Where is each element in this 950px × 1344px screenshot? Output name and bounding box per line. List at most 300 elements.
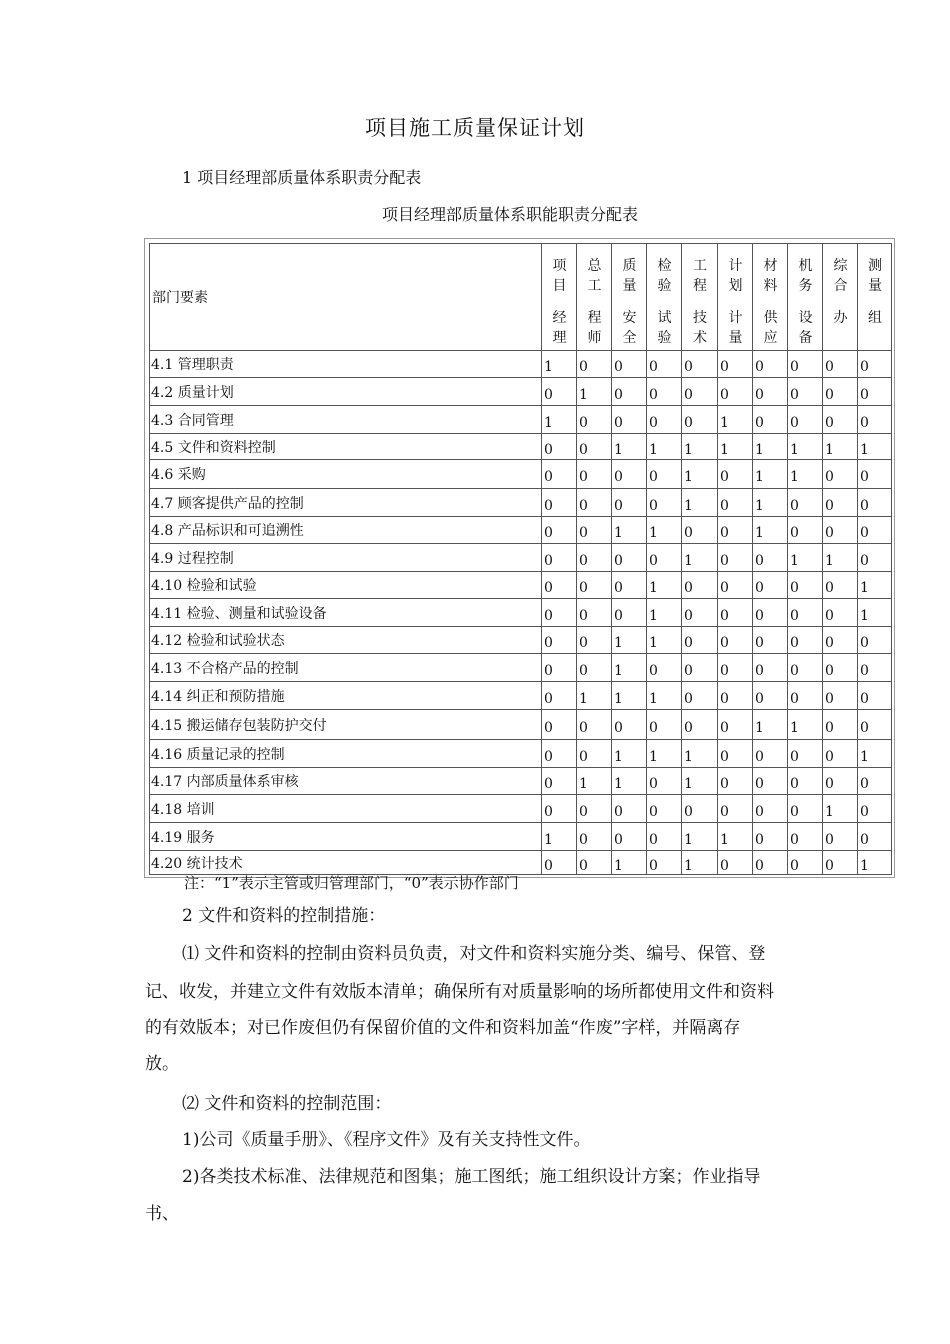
header-spacer bbox=[580, 296, 609, 308]
column-header-char: 备 bbox=[798, 330, 813, 346]
table-cell: 1 bbox=[858, 572, 892, 599]
paragraph-1-line-1: ⑴ 文件和资料的控制由资料员负责，对文件和资料实施分类、编号、保管、登 bbox=[182, 944, 766, 964]
table-cell: 0 bbox=[858, 627, 892, 654]
corner-label: 部门要素 bbox=[150, 244, 542, 351]
column-header-char: 材 bbox=[763, 258, 778, 274]
table-cell: 0 bbox=[823, 572, 858, 599]
table-cell: 0 bbox=[718, 795, 753, 823]
table-row bbox=[150, 710, 892, 740]
table-cell: 1 bbox=[682, 460, 718, 489]
column-header-char: 理 bbox=[552, 330, 567, 346]
paragraph-2: ⑵ 文件和资料的控制范围： bbox=[182, 1094, 392, 1114]
table-cell: 0 bbox=[612, 544, 647, 572]
column-header-char: 划 bbox=[728, 278, 743, 294]
table-cell: 0 bbox=[682, 378, 718, 406]
table-cell: 0 bbox=[788, 740, 823, 768]
column-header-char: 应 bbox=[763, 330, 778, 346]
table-cell: 0 bbox=[577, 489, 612, 517]
column-header-char: 工 bbox=[693, 258, 707, 274]
row-label: 4.7 顾客提供产品的控制 bbox=[150, 489, 542, 517]
table-cell: 0 bbox=[682, 654, 718, 682]
row-label: 4.8 产品标识和可追溯性 bbox=[150, 517, 542, 544]
table-cell: 1 bbox=[647, 682, 682, 710]
table-cell: 0 bbox=[753, 823, 788, 851]
table-cell: 1 bbox=[682, 544, 718, 572]
table-cell: 0 bbox=[823, 682, 858, 710]
row-label: 4.18 培训 bbox=[150, 795, 542, 823]
table-cell: 0 bbox=[577, 517, 612, 544]
table-cell: 0 bbox=[823, 599, 858, 627]
table-cell: 0 bbox=[682, 406, 718, 434]
table-cell: 1 bbox=[612, 740, 647, 768]
row-label: 4.19 服务 bbox=[150, 823, 542, 851]
header-spacer bbox=[721, 296, 750, 308]
table-cell: 0 bbox=[788, 599, 823, 627]
table-cell: 0 bbox=[788, 768, 823, 795]
table-cell: 1 bbox=[542, 406, 577, 434]
table-cell: 1 bbox=[647, 740, 682, 768]
table-cell: 1 bbox=[577, 682, 612, 710]
table-cell: 0 bbox=[718, 768, 753, 795]
table-cell: 0 bbox=[718, 489, 753, 517]
table-cell: 0 bbox=[577, 740, 612, 768]
table-cell: 0 bbox=[858, 378, 892, 406]
table-cell: 0 bbox=[647, 489, 682, 517]
column-header-char: 组 bbox=[868, 310, 882, 326]
row-label: 4.16 质量记录的控制 bbox=[150, 740, 542, 768]
column-header bbox=[753, 244, 788, 351]
table-cell: 1 bbox=[858, 599, 892, 627]
table-cell: 0 bbox=[647, 654, 682, 682]
table-cell: 1 bbox=[788, 434, 823, 460]
table-cell: 0 bbox=[542, 740, 577, 768]
table-cell: 0 bbox=[612, 406, 647, 434]
table-cell: 1 bbox=[612, 517, 647, 544]
table-cell: 1 bbox=[612, 682, 647, 710]
table-row bbox=[150, 851, 892, 875]
table-cell: 1 bbox=[647, 434, 682, 460]
table-cell: 0 bbox=[647, 823, 682, 851]
column-header-char: 设 bbox=[798, 310, 813, 326]
table-cell: 0 bbox=[858, 710, 892, 740]
table-cell: 0 bbox=[823, 627, 858, 654]
table-cell: 0 bbox=[858, 351, 892, 378]
list-item-2-line-2: 书、 bbox=[145, 1204, 179, 1224]
column-header-char: 师 bbox=[587, 330, 602, 346]
table-row bbox=[150, 544, 892, 572]
header-spacer bbox=[615, 296, 644, 308]
table-cell: 0 bbox=[542, 378, 577, 406]
table-cell: 1 bbox=[647, 517, 682, 544]
column-header-char: 质 bbox=[622, 258, 637, 274]
table-cell: 0 bbox=[542, 768, 577, 795]
column-header-char: 试 bbox=[657, 310, 672, 326]
table-cell: 0 bbox=[577, 460, 612, 489]
table-cell: 0 bbox=[612, 795, 647, 823]
table-cell: 0 bbox=[682, 599, 718, 627]
table-cell: 0 bbox=[718, 627, 753, 654]
table-cell: 0 bbox=[542, 489, 577, 517]
row-label: 4.14 纠正和预防措施 bbox=[150, 682, 542, 710]
column-header-char: 综 bbox=[833, 258, 848, 274]
table-cell: 1 bbox=[753, 489, 788, 517]
row-label: 4.15 搬运储存包装防护交付 bbox=[150, 710, 542, 740]
table-cell: 0 bbox=[647, 768, 682, 795]
column-header-char: 计 bbox=[728, 310, 743, 326]
table-cell: 0 bbox=[577, 544, 612, 572]
table-cell: 1 bbox=[823, 434, 858, 460]
table-cell: 1 bbox=[858, 851, 892, 875]
table-cell: 1 bbox=[753, 460, 788, 489]
table-row bbox=[150, 406, 892, 434]
column-header bbox=[542, 244, 577, 351]
table-cell: 0 bbox=[577, 434, 612, 460]
table-cell: 1 bbox=[682, 823, 718, 851]
table-cell: 1 bbox=[682, 851, 718, 875]
table-cell: 0 bbox=[647, 710, 682, 740]
table-cell: 1 bbox=[718, 434, 753, 460]
table-cell: 1 bbox=[753, 517, 788, 544]
table-cell: 0 bbox=[788, 627, 823, 654]
table-cell: 0 bbox=[823, 740, 858, 768]
table-cell: 0 bbox=[647, 544, 682, 572]
table-cell: 1 bbox=[682, 768, 718, 795]
table-row bbox=[150, 460, 892, 489]
table-cell: 0 bbox=[823, 768, 858, 795]
row-label: 4.13 不合格产品的控制 bbox=[150, 654, 542, 682]
table-cell: 1 bbox=[788, 544, 823, 572]
header-spacer bbox=[685, 296, 715, 308]
column-header bbox=[788, 244, 823, 351]
table-cell: 1 bbox=[823, 795, 858, 823]
table-cell: 1 bbox=[753, 434, 788, 460]
table-cell: 0 bbox=[823, 710, 858, 740]
table-cell: 1 bbox=[612, 434, 647, 460]
table-cell: 0 bbox=[612, 460, 647, 489]
table-row bbox=[150, 823, 892, 851]
table-row bbox=[150, 627, 892, 654]
table-cell: 1 bbox=[858, 740, 892, 768]
table-cell: 0 bbox=[612, 710, 647, 740]
paragraph-1-line-3: 的有效版本；对已作废但仍有保留价值的文件和资料加盖“作废”字样，并隔离存 bbox=[145, 1018, 741, 1038]
table-cell: 0 bbox=[542, 710, 577, 740]
column-header-char: 合 bbox=[833, 278, 848, 294]
table-cell: 0 bbox=[788, 654, 823, 682]
table-cell: 0 bbox=[823, 406, 858, 434]
table-cell: 0 bbox=[858, 768, 892, 795]
paragraph-1-line-4: 放。 bbox=[145, 1054, 179, 1074]
table-cell: 0 bbox=[612, 823, 647, 851]
column-header-char: 量 bbox=[622, 278, 637, 294]
table-cell: 0 bbox=[753, 795, 788, 823]
table-cell: 0 bbox=[682, 517, 718, 544]
table-cell: 0 bbox=[718, 572, 753, 599]
table-cell: 0 bbox=[753, 406, 788, 434]
column-header-char: 机 bbox=[798, 258, 813, 274]
column-header bbox=[612, 244, 647, 351]
table-cell: 1 bbox=[612, 768, 647, 795]
column-header-char: 术 bbox=[693, 330, 707, 346]
row-label: 4.12 检验和试验状态 bbox=[150, 627, 542, 654]
table-cell: 0 bbox=[858, 682, 892, 710]
table-cell: 0 bbox=[753, 599, 788, 627]
column-header-char: 办 bbox=[833, 310, 848, 326]
table-cell: 0 bbox=[718, 544, 753, 572]
table-cell: 0 bbox=[682, 795, 718, 823]
table-cell: 0 bbox=[542, 517, 577, 544]
table-row bbox=[150, 489, 892, 517]
table-cell: 1 bbox=[682, 489, 718, 517]
header-spacer bbox=[861, 296, 889, 308]
table-cell: 1 bbox=[612, 654, 647, 682]
table-cell: 0 bbox=[612, 378, 647, 406]
column-header bbox=[682, 244, 718, 351]
table-cell: 0 bbox=[788, 406, 823, 434]
row-label: 4.10 检验和试验 bbox=[150, 572, 542, 599]
table-cell: 0 bbox=[823, 851, 858, 875]
table-cell: 0 bbox=[858, 517, 892, 544]
table-cell: 0 bbox=[682, 627, 718, 654]
table-row bbox=[150, 351, 892, 378]
header-spacer bbox=[826, 296, 855, 308]
table-cell: 1 bbox=[647, 627, 682, 654]
column-header-char: 量 bbox=[728, 330, 743, 346]
table-row bbox=[150, 768, 892, 795]
table-cell: 0 bbox=[753, 572, 788, 599]
table-row bbox=[150, 740, 892, 768]
column-header bbox=[718, 244, 753, 351]
table-cell: 0 bbox=[753, 351, 788, 378]
table-cell: 0 bbox=[542, 851, 577, 875]
table-cell: 0 bbox=[858, 654, 892, 682]
table-cell: 0 bbox=[542, 434, 577, 460]
table-cell: 0 bbox=[858, 823, 892, 851]
table-cell: 0 bbox=[612, 572, 647, 599]
table-cell: 0 bbox=[682, 351, 718, 378]
table-row bbox=[150, 599, 892, 627]
table-cell: 0 bbox=[577, 599, 612, 627]
table-cell: 1 bbox=[577, 768, 612, 795]
table-row bbox=[150, 654, 892, 682]
column-header-char: 务 bbox=[798, 278, 813, 294]
row-label: 4.6 采购 bbox=[150, 460, 542, 489]
row-label: 4.20 统计技术 bbox=[150, 851, 542, 875]
table-cell: 0 bbox=[788, 572, 823, 599]
table-cell: 0 bbox=[647, 795, 682, 823]
table-cell: 0 bbox=[577, 406, 612, 434]
table-cell: 1 bbox=[682, 434, 718, 460]
table-cell: 0 bbox=[718, 710, 753, 740]
column-header-char: 程 bbox=[693, 278, 707, 294]
table-row bbox=[150, 434, 892, 460]
table-cell: 0 bbox=[788, 682, 823, 710]
table-cell: 0 bbox=[788, 851, 823, 875]
table-cell: 0 bbox=[577, 823, 612, 851]
table-cell: 1 bbox=[718, 406, 753, 434]
column-header-char: 程 bbox=[587, 310, 602, 326]
row-label: 4.2 质量计划 bbox=[150, 378, 542, 406]
table-cell: 0 bbox=[718, 599, 753, 627]
table-cell: 1 bbox=[542, 351, 577, 378]
table-cell: 0 bbox=[823, 460, 858, 489]
row-label: 4.11 检验、测量和试验设备 bbox=[150, 599, 542, 627]
table-cell: 0 bbox=[788, 517, 823, 544]
table-cell: 0 bbox=[577, 795, 612, 823]
table-cell: 0 bbox=[682, 682, 718, 710]
row-label: 4.5 文件和资料控制 bbox=[150, 434, 542, 460]
table-cell: 1 bbox=[718, 823, 753, 851]
table-cell: 0 bbox=[788, 823, 823, 851]
table-cell: 0 bbox=[753, 654, 788, 682]
column-header-char: 总 bbox=[587, 258, 602, 274]
table-cell: 0 bbox=[612, 489, 647, 517]
table-cell: 0 bbox=[647, 406, 682, 434]
list-item-1: 1)公司《质量手册》、《程序文件》及有关支持性文件。 bbox=[182, 1130, 591, 1150]
column-header-char: 量 bbox=[868, 278, 882, 294]
header-spacer bbox=[791, 296, 820, 308]
table-cell: 0 bbox=[753, 740, 788, 768]
section-2-heading: 2 文件和资料的控制措施： bbox=[182, 906, 386, 926]
table-cell: 0 bbox=[858, 406, 892, 434]
table-cell: 0 bbox=[682, 710, 718, 740]
table-cell: 1 bbox=[858, 434, 892, 460]
table-cell: 0 bbox=[753, 682, 788, 710]
column-header bbox=[823, 244, 858, 351]
table-cell: 0 bbox=[647, 851, 682, 875]
table-cell: 1 bbox=[612, 627, 647, 654]
table-cell: 0 bbox=[542, 682, 577, 710]
column-header-char: 供 bbox=[763, 310, 778, 326]
row-label: 4.9 过程控制 bbox=[150, 544, 542, 572]
table-body bbox=[150, 351, 892, 875]
header-spacer bbox=[650, 296, 679, 308]
column-header-char: 技 bbox=[693, 310, 707, 326]
column-header-char: 目 bbox=[552, 278, 567, 294]
table-cell: 1 bbox=[753, 710, 788, 740]
table-cell: 1 bbox=[788, 460, 823, 489]
table-cell: 0 bbox=[823, 654, 858, 682]
section-1-heading: 1 项目经理部质量体系职责分配表 bbox=[182, 168, 422, 187]
table-cell: 0 bbox=[577, 572, 612, 599]
table-cell: 0 bbox=[577, 710, 612, 740]
table-cell: 0 bbox=[647, 378, 682, 406]
table-caption: 项目经理部质量体系职能职责分配表 bbox=[381, 205, 638, 224]
table-cell: 0 bbox=[823, 378, 858, 406]
table-cell: 0 bbox=[823, 489, 858, 517]
table-cell: 0 bbox=[823, 517, 858, 544]
column-header-char: 安 bbox=[622, 310, 637, 326]
table-cell: 0 bbox=[858, 795, 892, 823]
table-cell: 0 bbox=[718, 351, 753, 378]
table-cell: 0 bbox=[577, 654, 612, 682]
table-cell: 0 bbox=[542, 572, 577, 599]
table-cell: 0 bbox=[753, 378, 788, 406]
table-cell: 0 bbox=[542, 627, 577, 654]
column-header-char: 料 bbox=[763, 278, 778, 294]
table-cell: 0 bbox=[788, 378, 823, 406]
column-header-char: 验 bbox=[657, 278, 672, 294]
table-cell: 0 bbox=[612, 599, 647, 627]
table-cell: 0 bbox=[718, 682, 753, 710]
table-row bbox=[150, 795, 892, 823]
row-label: 4.3 合同管理 bbox=[150, 406, 542, 434]
table-cell: 1 bbox=[788, 710, 823, 740]
table-cell: 0 bbox=[718, 851, 753, 875]
list-item-2-line-1: 2)各类技术标准、法律规范和图集；施工图纸；施工组织设计方案；作业指导 bbox=[182, 1167, 761, 1187]
table-cell: 1 bbox=[647, 572, 682, 599]
table-cell: 0 bbox=[647, 351, 682, 378]
row-label: 4.1 管理职责 bbox=[150, 351, 542, 378]
header-spacer bbox=[545, 296, 574, 308]
table-cell: 1 bbox=[577, 378, 612, 406]
column-header bbox=[858, 244, 892, 351]
table-cell: 0 bbox=[718, 378, 753, 406]
table-cell: 0 bbox=[542, 795, 577, 823]
table-cell: 0 bbox=[858, 489, 892, 517]
table-note: 注：“1”表示主管或归管理部门，“0”表示协作部门 bbox=[184, 874, 519, 892]
table-cell: 0 bbox=[718, 517, 753, 544]
table-cell: 0 bbox=[788, 489, 823, 517]
table-cell: 0 bbox=[682, 572, 718, 599]
table-cell: 1 bbox=[612, 851, 647, 875]
table-cell: 0 bbox=[718, 740, 753, 768]
table-row bbox=[150, 378, 892, 406]
table-cell: 0 bbox=[753, 544, 788, 572]
paragraph-1-line-2: 记、收发，并建立文件有效版本清单；确保所有对质量影响的场所都使用文件和资料 bbox=[145, 982, 774, 1002]
table-cell: 1 bbox=[647, 599, 682, 627]
table-cell: 0 bbox=[577, 351, 612, 378]
table-cell: 0 bbox=[542, 460, 577, 489]
table-cell: 0 bbox=[823, 351, 858, 378]
table-cell: 0 bbox=[753, 851, 788, 875]
page-title: 项目施工质量保证计划 bbox=[365, 116, 585, 140]
column-header-char: 工 bbox=[587, 278, 602, 294]
table-cell: 0 bbox=[577, 851, 612, 875]
table-row bbox=[150, 682, 892, 710]
table-cell: 0 bbox=[718, 654, 753, 682]
table-row bbox=[150, 572, 892, 599]
column-header-char: 验 bbox=[657, 330, 672, 346]
table-cell: 0 bbox=[647, 460, 682, 489]
column-header-char: 计 bbox=[728, 258, 743, 274]
table-cell: 1 bbox=[542, 823, 577, 851]
table-cell: 0 bbox=[753, 768, 788, 795]
column-header-char: 检 bbox=[657, 258, 672, 274]
table-row bbox=[150, 517, 892, 544]
table-cell: 1 bbox=[682, 740, 718, 768]
table-cell: 0 bbox=[788, 351, 823, 378]
table-cell: 0 bbox=[858, 544, 892, 572]
column-header-char: 全 bbox=[622, 330, 637, 346]
table-header-row bbox=[150, 244, 892, 351]
column-header-char: 项 bbox=[552, 258, 567, 274]
row-label: 4.17 内部质量体系审核 bbox=[150, 768, 542, 795]
column-header-char: 测 bbox=[868, 258, 882, 274]
table-cell: 0 bbox=[542, 599, 577, 627]
table-cell: 0 bbox=[718, 460, 753, 489]
table-cell: 0 bbox=[577, 627, 612, 654]
table-cell: 0 bbox=[858, 460, 892, 489]
table-cell: 0 bbox=[612, 351, 647, 378]
table-cell: 1 bbox=[823, 544, 858, 572]
responsibility-table bbox=[149, 243, 892, 875]
column-header bbox=[647, 244, 682, 351]
table-cell: 0 bbox=[542, 544, 577, 572]
table-cell: 0 bbox=[823, 823, 858, 851]
column-header-char: 经 bbox=[552, 310, 567, 326]
table-cell: 0 bbox=[542, 654, 577, 682]
header-spacer bbox=[756, 296, 785, 308]
